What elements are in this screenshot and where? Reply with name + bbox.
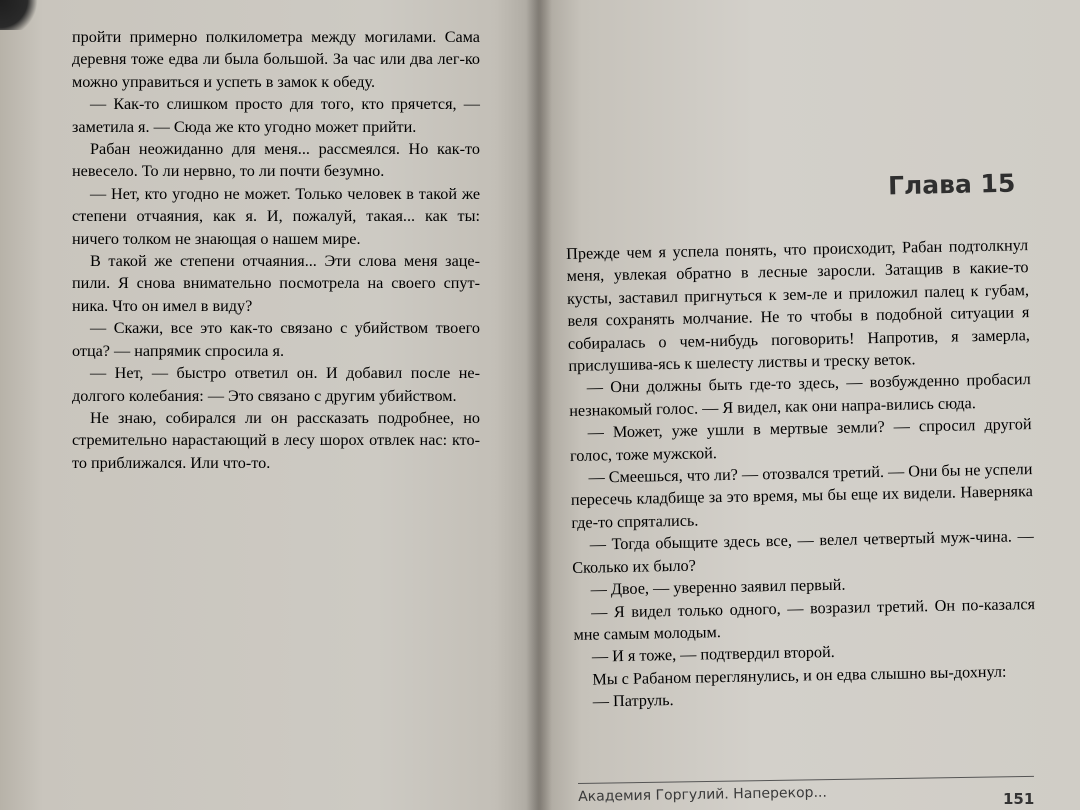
left-page-text (72, 26, 480, 474)
left-paragraph: Не знаю, собирался ли он рассказать подробнее, но стремительно нарастающий в лесу шорох отвлек нас: кто-то приближался. Или что-то. (72, 408, 480, 472)
right-paragraph: — Двое, — уверенно заявил первый. (590, 575, 846, 599)
book-gutter (526, 0, 552, 810)
right-paragraph: — Смеешься, что ли? — отозвался третий. — Они бы не успели пересечь кладбище за это время, мы бы еще их видели. Наверняка где-то спрятались. (570, 460, 1034, 532)
right-paragraph: — Я видел только одного, — возразил третий. Он по-казался мне самым молодым. (573, 594, 1036, 644)
right-paragraph: — Они должны быть где-то здесь, — возбужденно пробасил незнакомый голос. — Я видел, как они напра-вились сюда. (569, 370, 1031, 420)
right-paragraph: — И я тоже, — подтвердил второй. (591, 643, 835, 666)
right-paragraph: — Тогда обыщите здесь все, — велел четвертый муж-чина. — Сколько их было? (572, 527, 1034, 577)
page-number: 151 (1003, 790, 1035, 808)
right-paragraph: Прежде чем я успела понять, что происходит, Рабан подтолкнул меня, увлекая обратно в лесные заросли. Затащив в какие-то кусты, заставил пригнуться к зем-ле и приложил палец к губам, веля сохранять молчание. Не то чтобы в подобной ситуации я собиралась о чем-нибудь поговорить! Напротив, я замерла, прислушива-ясь к шелесту листвы и треску веток. (566, 236, 1031, 376)
left-paragraph: — Как-то слишком просто для того, кто прячется, — заметила я. — Сюда же кто угодно может прийти. (72, 95, 480, 136)
running-footer-title: Академия Горгулий. Наперекор... (578, 784, 827, 805)
right-paragraph: — Патруль. (592, 691, 674, 711)
left-paragraph: Рабан неожиданно для меня... рассмеялся. Но как-то невесело. То ли нервно, то ли почти безумно. (72, 140, 480, 181)
left-paragraph: В такой же степени отчаяния... Эти слова меня заце-пили. Я снова внимательно посмотрела на своего спут-ника. Что он имел в виду? (72, 252, 480, 315)
chapter-title: Глава 15 (887, 168, 1016, 201)
left-paragraph: — Скажи, все это как-то связано с убийством твоего отца? — напрямик спросила я. (72, 319, 480, 360)
left-paragraph: пройти примерно полкилометра между могилами. Сама деревня тоже едва ли была большой. За час или два лег-ко можно управиться и успеть в замок к обеду. (72, 28, 480, 91)
background-corner (0, 0, 40, 30)
right-paragraph: Мы с Рабаном переглянулись, и он едва слышно вы-дохнул: (592, 662, 1007, 689)
left-paragraph: — Нет, — быстро ответил он. И добавил после не-долгого колебания: — Это связано с другим убийством. (72, 364, 480, 405)
right-page-text (566, 234, 1037, 713)
right-paragraph: — Может, уже ушли в мертвые земли? — спросил другой голос, тоже мужской. (569, 415, 1032, 465)
left-paragraph: — Нет, кто угодно не может. Только человек в такой же степени отчаяния, как я. И, пожалуй, такая... как ты: ничего толком не знающая о нашем мире. (72, 184, 480, 248)
